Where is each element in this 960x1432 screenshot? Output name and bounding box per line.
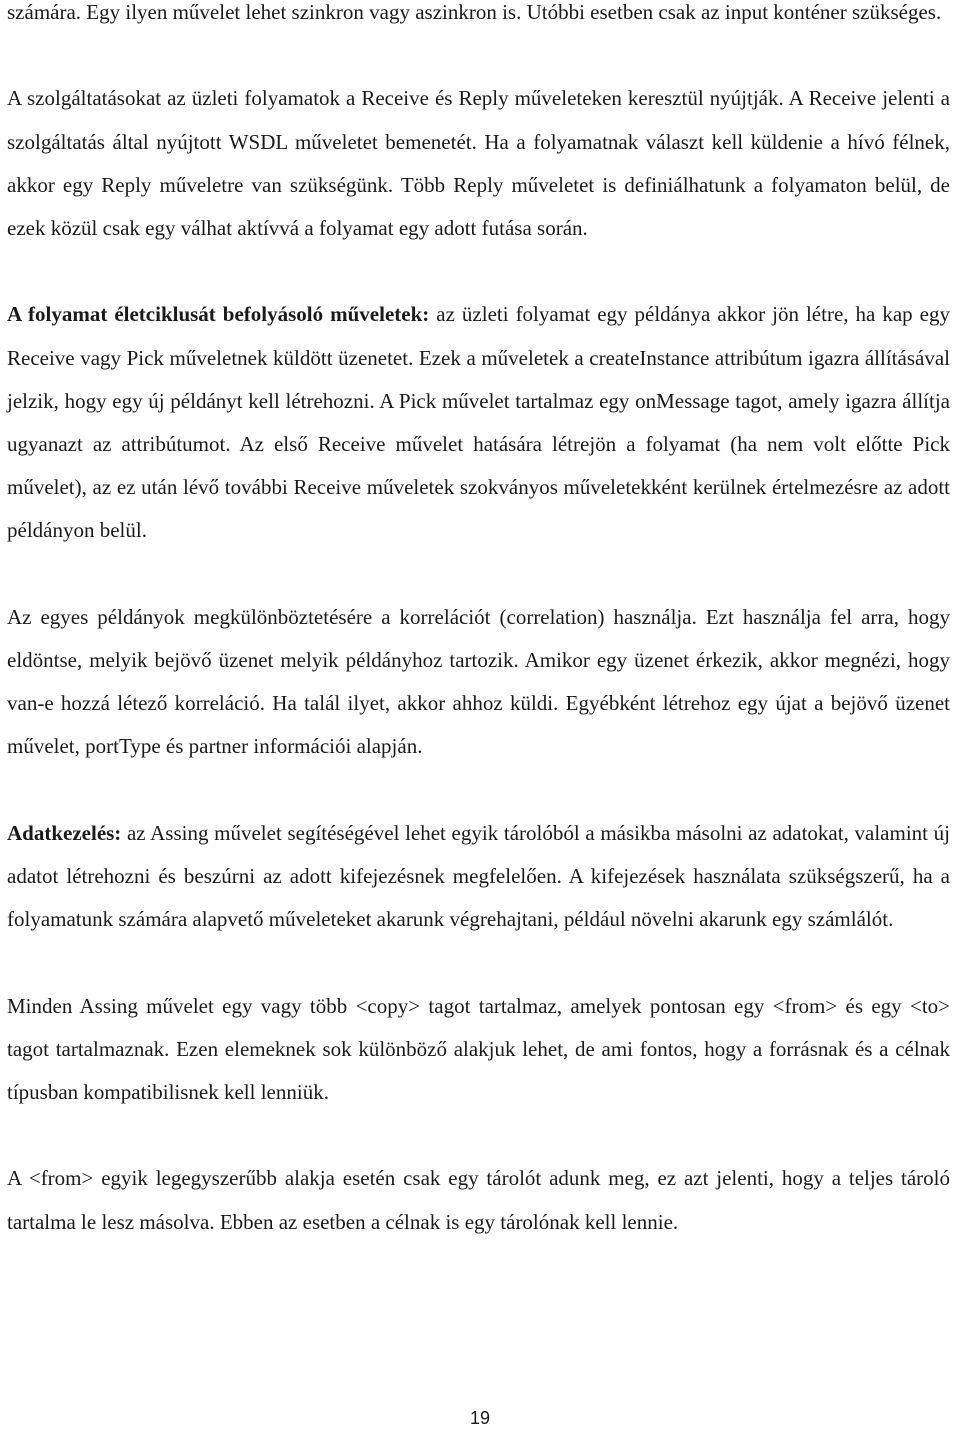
paragraph-3-bold-lead: A folyamat életciklusát befolyásoló műveletek: <box>7 302 430 327</box>
paragraph-5 <box>7 812 950 942</box>
paragraph-5-bold-lead: Adatkezelés: <box>7 820 122 845</box>
paragraph-3-text: az üzleti folyamat egy példánya akkor jön létre, ha kap egy Receive vagy Pick műveletnek küldött üzenetet. Ezek a műveletek a createInstance attribútum igazra állításával jelzik, hogy egy új példányt kell létrehozni. A Pick művelet tartalmaz egy onMessage tagot, amely igazra állítja ugyanazt az attribútumot. Az első Receive művelet hatására létrejön a folyamat (ha nem volt előtte Pick művelet), az ez után lévő további Receive műveletek szokványos műveletekként kerülnek értelmezésre az adott példányon belül. <box>7 302 950 543</box>
paragraph-4 <box>7 596 950 769</box>
paragraph-5-text: az Assing művelet segítéségével lehet egyik tárolóból a másikba másolni az adatokat, valamint új adatot létrehozni és beszúrni az adott kifejezésnek megfelelően. A kifejezések használata szükségszerű, ha a folyamatunk számára alapvető műveleteket akarunk végrehajtani, például növelni akarunk egy számlálót. <box>7 820 950 932</box>
paragraph-2 <box>7 77 950 250</box>
document-body <box>7 0 950 1244</box>
paragraph-7-text: A <from> egyik legegyszerűbb alakja esetén csak egy tárolót adunk meg, ez azt jelenti, hogy a teljes tároló tartalma le lesz másolva. Ebben az esetben a célnak is egy tárolónak kell lennie. <box>7 1166 950 1234</box>
page-number: 19 <box>469 1408 491 1428</box>
paragraph-1 <box>7 0 950 34</box>
paragraph-3 <box>7 293 950 552</box>
paragraph-6-text: Minden Assing művelet egy vagy több <copy> tagot tartalmaz, amelyek pontosan egy <from> és egy <to> tagot tartalmaznak. Ezen elemeknek sok különböző alakjuk lehet, de ami fontos, hogy a forrásnak és a célnak típusban kompatibilisnek kell lenniük. <box>7 993 950 1104</box>
paragraph-2-text: A szolgáltatásokat az üzleti folyamatok a Receive és Reply műveleteken keresztül nyújtják. A Receive jelenti a szolgáltatás által nyújtott WSDL műveletet bemenetét. Ha a folyamatnak választ kell küldenie a hívó félnek, akkor egy Reply műveletre van szükségünk. Több Reply műveletet is definiálhatunk a folyamaton belül, de ezek közül csak egy válhat aktívvá a folyamat egy adott futása során. <box>7 86 950 240</box>
paragraph-4-text: Az egyes példányok megkülönböztetésére a korrelációt (correlation) használja. Ezt használja fel arra, hogy eldöntse, melyik bejövő üzenet melyik példányhoz tartozik. Amikor egy üzenet érkezik, akkor megnézi, hogy van-e hozzá létező korreláció. Ha talál ilyet, akkor ahhoz küldi. Egyébként létrehoz egy újat a bejövő üzenet művelet, portType és partner információi alapján. <box>7 604 950 759</box>
paragraph-7 <box>7 1157 950 1243</box>
paragraph-1-text: számára. Egy ilyen művelet lehet szinkron vagy aszinkron is. Utóbbi esetben csak az input konténer szükséges. <box>7 0 942 24</box>
paragraph-6 <box>7 985 950 1115</box>
